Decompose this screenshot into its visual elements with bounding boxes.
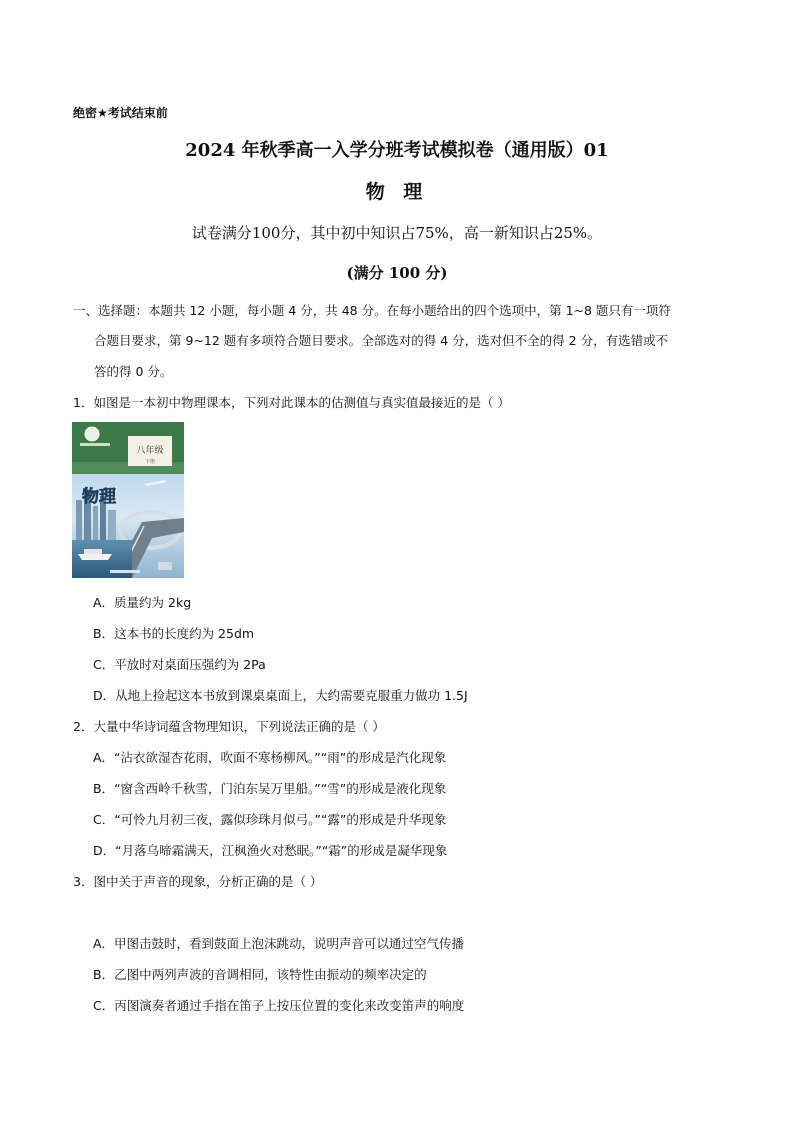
cover-grade-text: 八年级 xyxy=(136,446,164,456)
section-instructions-line-2: 合题目要求，第 9~12 题有多项符合题目要求。全部选对的得 4 分，选对但不全的得 2 分，有选错或不 xyxy=(94,333,669,348)
textbook-cover-image xyxy=(72,422,184,578)
question-2-option-b: B．“窗含西岭千秋雪，门泊东吴万里船。”“雪”的形成是液化现象 xyxy=(93,781,447,796)
exam-title: 2024 年秋季高一入学分班考试模拟卷（通用版）01 xyxy=(185,140,609,161)
question-2-option-d: D．“月落乌啼霜满天，江枫渔火对愁眠。”“霜”的形成是凝华现象 xyxy=(93,843,448,858)
question-1-option-d: D．从地上捡起这本书放到课桌桌面上，大约需要克服重力做功 1.5J xyxy=(93,688,468,703)
question-3-option-c: C．丙图演奏者通过手指在笛子上按压位置的变化来改变笛声的响度 xyxy=(93,998,465,1013)
score-note: 试卷满分100分，其中初中知识占75%，高一新知识占25%。 xyxy=(191,224,603,242)
subject-title: 物 理 xyxy=(365,181,429,203)
question-3-stem: 3．图中关于声音的现象，分析正确的是（ ） xyxy=(73,874,323,889)
question-1-option-a: A．质量约为 2kg xyxy=(93,595,192,610)
section-instructions-line-1: 一、选择题：本题共 12 小题，每小题 4 分，共 48 分。在每小题给出的四个选项中，第 1~8 题只有一项符 xyxy=(73,303,671,318)
cover-title-text: 物理 xyxy=(82,487,116,507)
section-instructions-line-3: 答的得 0 分。 xyxy=(94,364,173,379)
confidential-label: 绝密★考试结束前 xyxy=(73,106,168,120)
question-2-stem: 2．大量中华诗词蕴含物理知识，下列说法正确的是（ ） xyxy=(73,719,385,734)
question-2-option-a: A．“沾衣欲湿杏花雨，吹面不寒杨柳风。”“雨”的形成是汽化现象 xyxy=(93,750,447,765)
question-1-option-b: B．这本书的长度约为 25dm xyxy=(93,626,255,641)
question-3-option-a: A．甲图击鼓时，看到鼓面上泡沫跳动，说明声音可以通过空气传播 xyxy=(93,936,465,951)
question-3-option-b: B．乙图中两列声波的音调相同，该特性由振动的频率决定的 xyxy=(93,967,427,982)
cover-volume-text: 下册 xyxy=(144,459,156,465)
full-score: (满分 100 分) xyxy=(346,264,448,282)
question-2-option-c: C．“可怜九月初三夜，露似珍珠月似弓。”“露”的形成是升华现象 xyxy=(93,812,447,827)
question-1-option-c: C．平放时对桌面压强约为 2Pa xyxy=(93,657,266,672)
question-1-stem: 1．如图是一本初中物理课本，下列对此课本的估测值与真实值最接近的是（ ） xyxy=(73,395,510,410)
